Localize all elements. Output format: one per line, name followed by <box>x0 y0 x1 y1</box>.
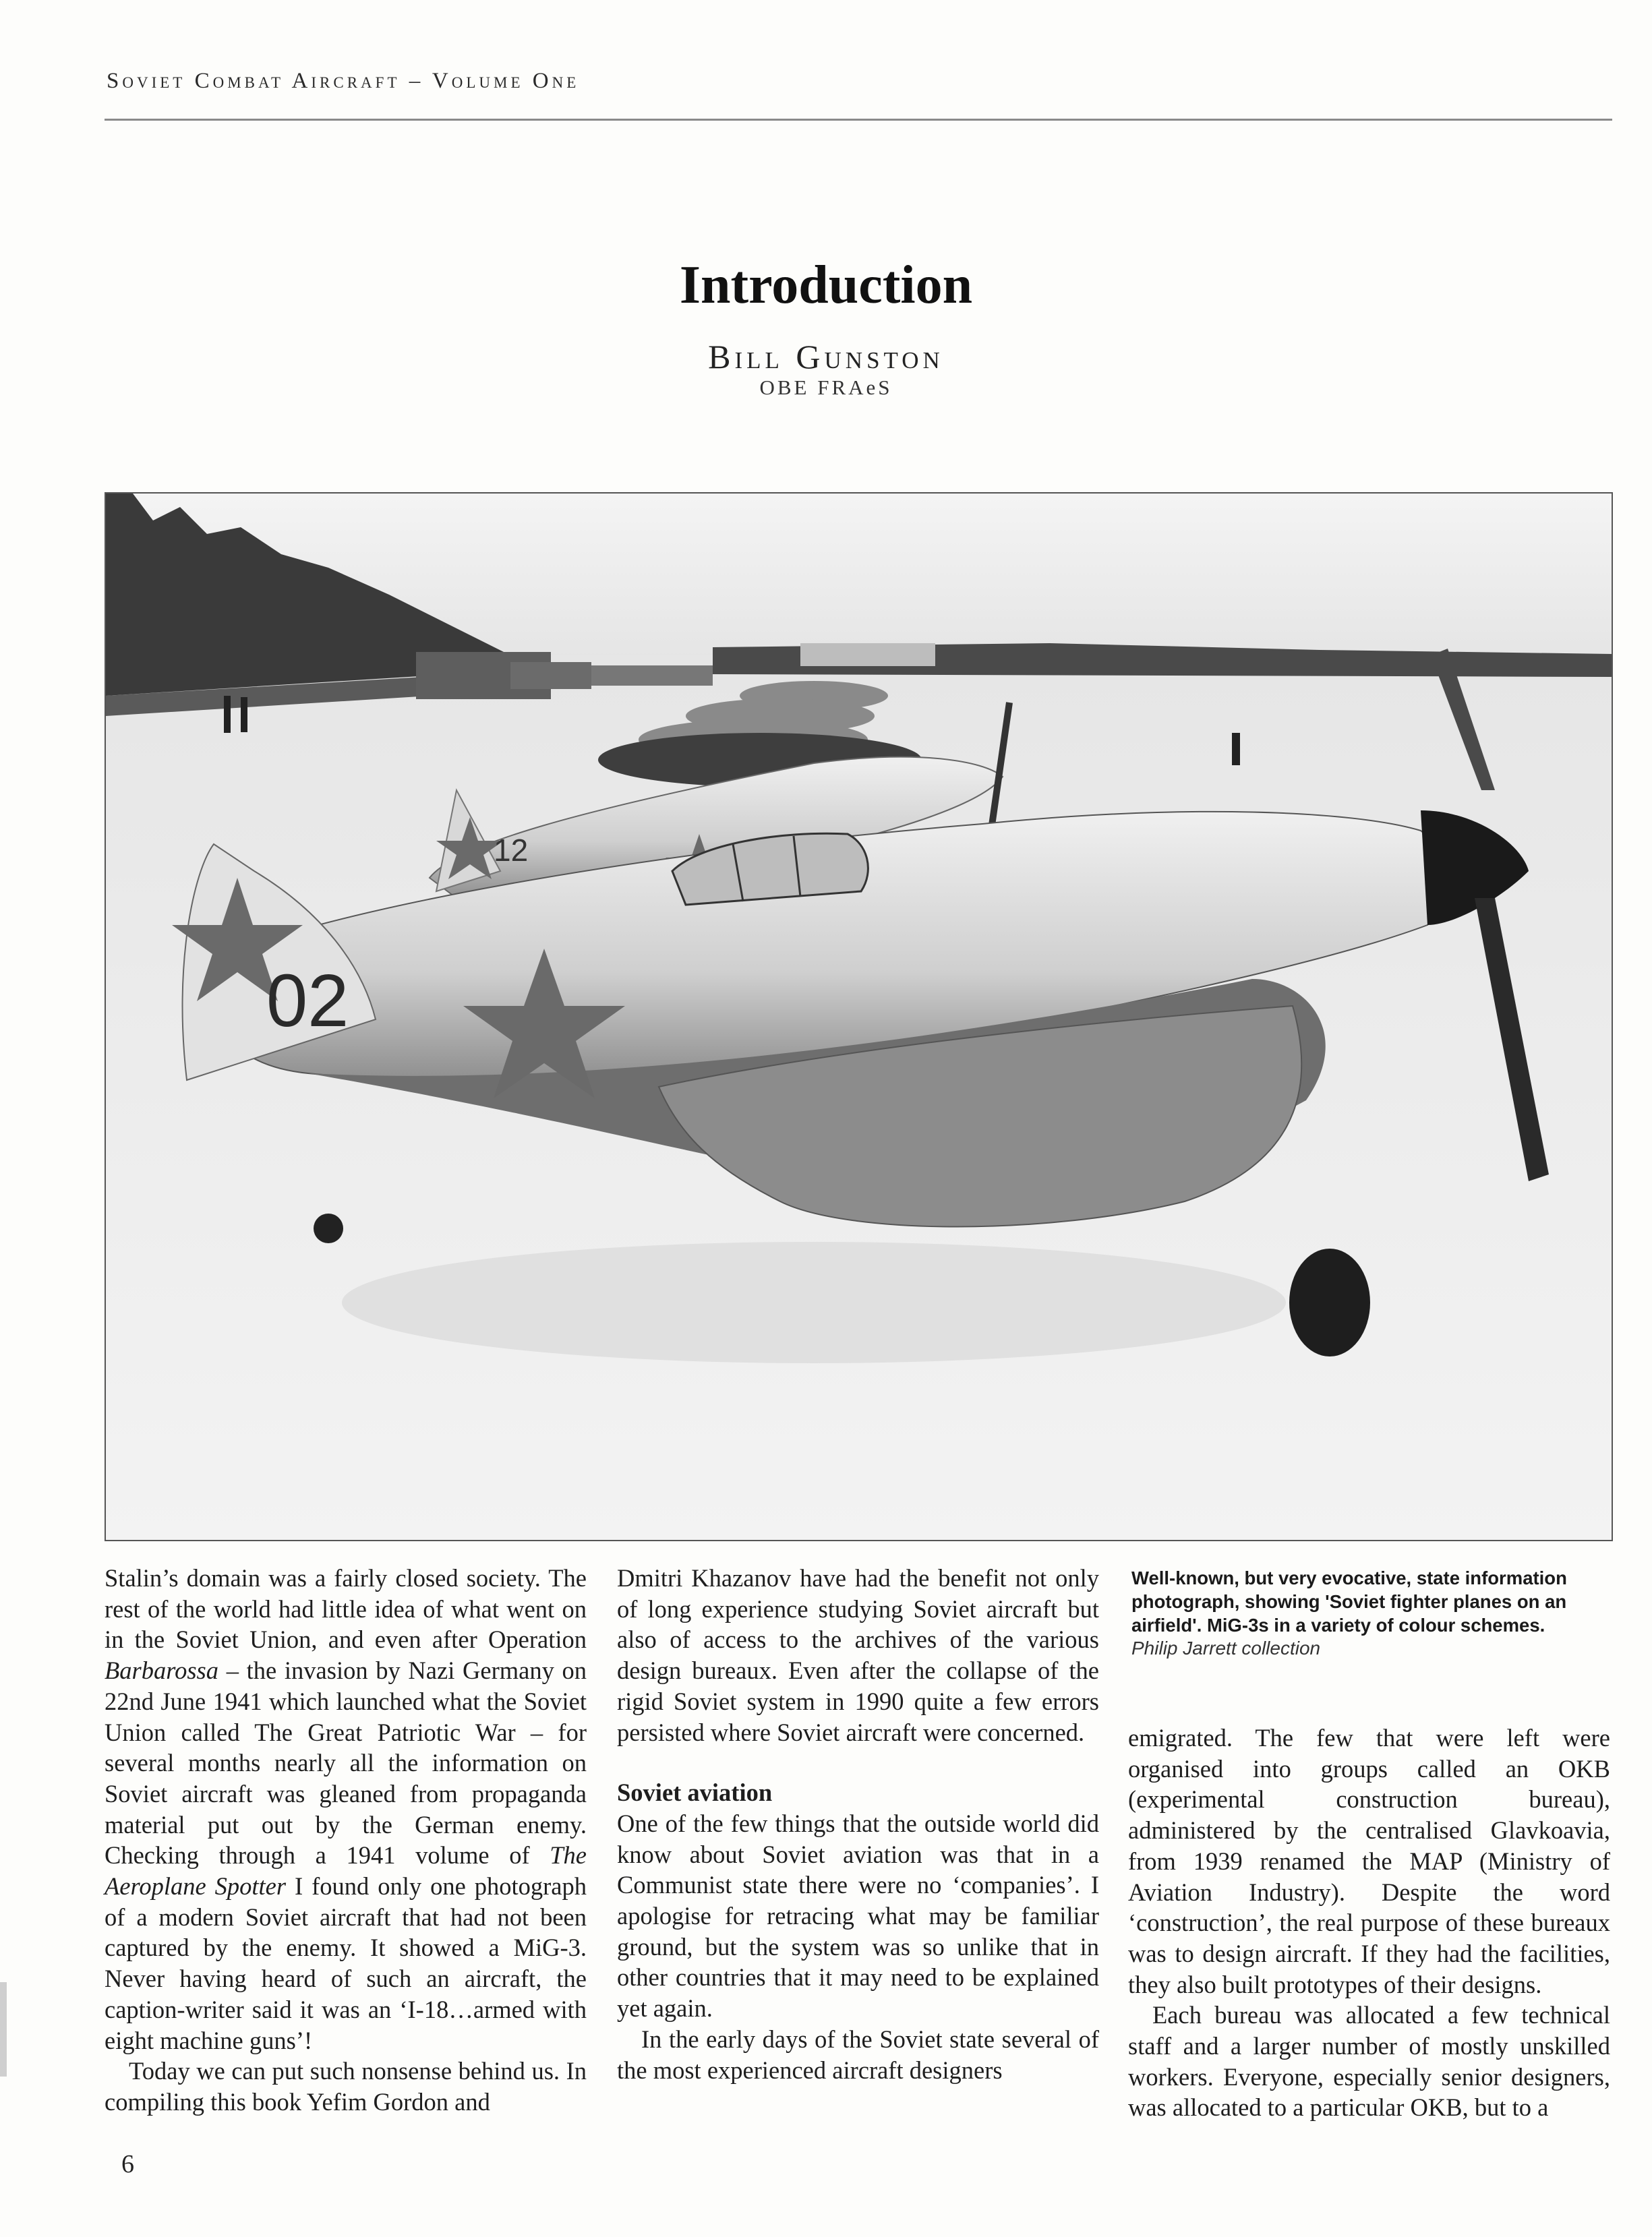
section-heading: Soviet aviation <box>617 1779 773 1807</box>
p1-text-c: – the invasion by Nazi Germany on 22nd June 1941 which launched what the Soviet Union called The Great Patriotic War – for several months nearly all the information on Soviet aircraft was gleaned from propaganda material put out by the German enemy. Checking through a 1941 volume of <box>105 1657 587 1870</box>
body-column-2 <box>617 1563 1099 2085</box>
paragraph-emigrated: emigrated. The few that were left were organised into groups called an OKB (experimental construction bureau), administered by the centralised Glavkoavia, from 1939 renamed the MAP (Ministry of Aviation Industry). Despite the word ‘construction’, the real purpose of these bureaux was to design aircraft. If they had the facilities, they also built prototypes of their designs. <box>1128 1724 1610 1998</box>
paragraph-early-days: In the early days of the Soviet state several of the most experienced aircraft designers <box>617 2025 1099 2084</box>
paragraph-intro <box>105 1563 587 2056</box>
body-column-1 <box>105 1563 587 2118</box>
running-head: Soviet Combat Aircraft – Volume One <box>107 69 580 93</box>
author-name: Bill Gunston <box>708 338 944 376</box>
paragraph-companies: One of the few things that the outside world did know about Soviet aviation was that in a Communist state there were no ‘companies’. I apologise for retracing what may be familiar ground, but the system was so unlike that in other countries that it may need to be explained yet again. <box>617 1809 1099 2023</box>
mig3-lineup-illustration <box>106 494 1612 1540</box>
photo-credit: Philip Jarrett collection <box>1131 1638 1321 1659</box>
body-column-3 <box>1128 1723 1610 2123</box>
tail-number-02: 02 <box>266 959 349 1042</box>
author-honours: OBE FRAeS <box>759 376 893 399</box>
airfield-photo <box>105 492 1613 1541</box>
paragraph-today: Today we can put such nonsense behind us. In compiling this book Yefim Gordon and <box>105 2057 587 2116</box>
header-rule <box>105 119 1612 121</box>
operation-name: Barbarossa <box>105 1657 219 1685</box>
paragraph-khazanov: Dmitri Khazanov have had the benefit not only of long experience studying Soviet aircraft but also of access to the archives of the various design bureaux. Even after the collapse of the rigid Soviet system in 1990 quite a few errors persisted where Soviet aircraft were concerned. <box>617 1564 1099 1746</box>
photo-caption: Well-known, but very evocative, state information photograph, showing 'Soviet fighter planes on an airfield'. MiG-3s in a variety of colour schemes. <box>1131 1568 1567 1636</box>
p1-text-a: Stalin’s domain was a fairly closed society. The rest of the world had little idea of what went on in the Soviet Union, and even after Operation <box>105 1564 587 1654</box>
page-title: Introduction <box>679 256 973 315</box>
paragraph-bureau: Each bureau was allocated a few technical staff and a larger number of mostly unskilled workers. Everyone, especially senior designers, was allocated to a particular OKB, but to a <box>1128 2001 1610 2122</box>
scan-margin-mark <box>0 1982 7 2077</box>
p1-text-e: I found only one photograph of a modern Soviet aircraft that had not been captured by the enemy. It showed a MiG-3. Never having heard of such an aircraft, the caption-writer said it was an ‘I-18…armed with eight machine guns’! <box>105 1872 587 2054</box>
page-number: 6 <box>121 2150 134 2178</box>
publication-title: The Aeroplane Spotter <box>105 1841 587 1901</box>
tail-number-12: 12 <box>494 833 529 868</box>
